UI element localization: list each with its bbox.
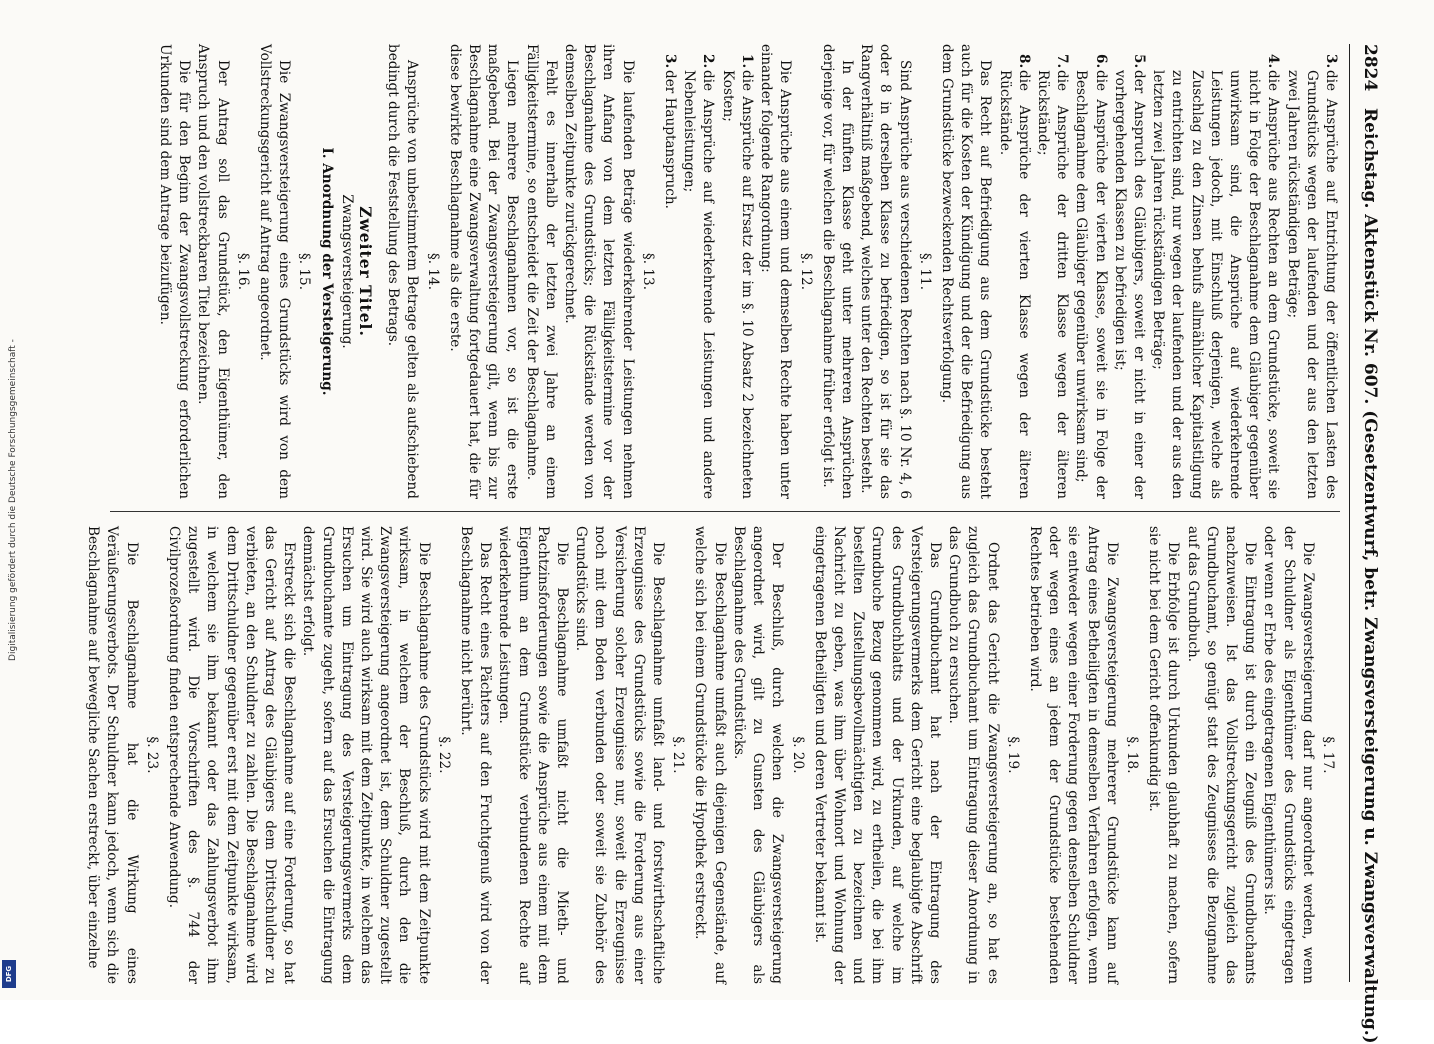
- paragraph: Das Recht auf Befriedigung aus dem Grundstücke besteht auch für die Kosten der Kündigung und der die Befriedigung aus dem Grundstücke bezweckenden Rechtsverfolgung.: [938, 44, 994, 499]
- section-heading: §. 14.: [424, 252, 441, 291]
- dfg-logo: DFG: [2, 960, 16, 988]
- section-heading: §. 23.: [143, 736, 160, 774]
- header-rule: [1349, 44, 1350, 982]
- section-heading: §. 22.: [435, 736, 452, 774]
- section-heading: §. 13.: [639, 252, 656, 291]
- section-heading: §. 12.: [797, 252, 814, 291]
- section-heading: §. 19.: [1004, 736, 1021, 774]
- page-header: [1350, 44, 1380, 1044]
- list-item: 3.der Hauptanspruch.: [662, 54, 679, 209]
- section-heading: §. 16.: [234, 252, 251, 291]
- paragraph: Die Beschlagnahme umfaßt auch diejenigen Gegenstände, auf welche sich bei einem Grundstücke die Hypothek erstreckt.: [692, 526, 728, 984]
- paragraph: Sind Ansprüche aus verschiedenen Rechten nach §. 10 Nr. 4, 6 oder 8 in derselben Klasse zu befriedigen, so ist für sie das Rangverhältniß maßgebend, welches unter den Rechten besteht.: [858, 44, 913, 499]
- paragraph: Das Grundbuchamt hat nach der Eintragung des Versteigerungsvermerks dem Gericht eine beglaubigte Abschrift des Grundbuchblatts und der Urkunden, auf welche im Grundbuche Bezug genommen wird, zu ertheilen, die bei ihm bestellten Zustellungsbevollmächtigten zu bezeichnen und Nachricht zu geben, was ihm über Wohnort und Wohnung der eingetragenen Betheiligten und deren Vertreter bekannt ist.: [811, 526, 943, 984]
- paragraph: Fehlt es innerhalb der letzten zwei Jahre an einem Fälligkeitstermine, so entscheidet die Zeit der Beschlagnahme.: [523, 44, 559, 499]
- title-subheading: Zwangsversteigerung.: [338, 194, 355, 349]
- paragraph: Die Zwangsversteigerung darf nur angeordnet werden, wenn der Schuldner als Eigenthümer des Grundstücks eingetragen oder wenn er Erbe des eingetragenen Eigenthümers ist.: [1261, 526, 1316, 984]
- column-divider: [110, 511, 1340, 512]
- digitization-note: Digitalisierung gefördert durch die Deutsche Forschungsgemeinschaft -: [8, 339, 18, 661]
- section-heading: §. 20.: [789, 736, 806, 774]
- list-item: 8.die Ansprüche der vierten Klasse wegen der älteren Rückstände.: [996, 54, 1032, 499]
- paragraph: Die Beschlagnahme umfaßt land- und forstwirthschaftliche Erzeugnisse des Grundstücks sowie die Forderung aus einer Versicherung solcher Erzeugnisse nur, soweit die Erzeugnisse noch mit dem Boden verbunden oder soweit sie Zubehör des Grundstücks sind.: [573, 526, 667, 984]
- paragraph: Der Antrag soll das Grundstück, den Eigenthümer, den Anspruch und den vollstreckbaren Titel bezeichnen.: [195, 44, 231, 499]
- paragraph: Die Zwangsversteigerung mehrerer Grundstücke kann auf Antrag eines Betheiligten in demselben Verfahren erfolgen, wenn sie entweder wegen einer Forderung gegen denselben Schuldner oder wegen eines an jedem der Grundstücke bestehenden Rechtes betrieben wird.: [1026, 526, 1120, 984]
- paragraph: Die Zwangsversteigerung eines Grundstücks wird von dem Vollstreckungsgericht auf Antrag angeordnet.: [257, 44, 293, 499]
- section-heading: §. 11.: [916, 252, 933, 291]
- list-item: 4.die Ansprüche aus Rechten an dem Grundstücke, soweit sie nicht in Folge der Beschlagnahme dem Gläubiger gegenüber unwirksam sind, die Ansprüche auf wiederkehrende Leistungen jedoch, mit Einschluß derjenigen, welche als Zuschlag zu den Zinsen behufs allmählicher Kapitalstilgung zu entrichten sind, nur wegen der laufenden und der aus den letzten zwei Jahren rückständigen Beträge;: [1150, 54, 1282, 499]
- paragraph: Die für den Beginn der Zwangsvollstreckung erforderlichen Urkunden sind dem Antrage beizufügen.: [157, 44, 193, 499]
- paragraph: Die Beschlagnahme hat die Wirkung eines Veräußerungsverbots. Der Schuldner kann jedoch, wenn sich die Beschlagnahme auf bewegliche Sachen erstreckt, über einzelne: [85, 526, 140, 984]
- paragraph: Die Erbfolge ist durch Urkunden glaubhaft zu machen, sofern sie nicht bei dem Gericht offenkundig ist.: [1146, 526, 1182, 984]
- paragraph: Die Ansprüche aus einem und demselben Rechte haben unter einander folgende Rangordnung:: [758, 44, 794, 499]
- left-column: [80, 44, 1340, 499]
- running-title: Reichstag. Aktenstück Nr. 607. (Gesetzentwurf, betr. Zwangsversteigerung u. Zwangsverwaltung.): [1360, 108, 1380, 1044]
- title-heading: Zweiter Titel.: [356, 206, 376, 337]
- section-heading: §. 17.: [1320, 736, 1336, 774]
- list-item: 2.die Ansprüche auf wiederkehrende Leistungen und andere Nebenleistungen;: [681, 54, 717, 499]
- list-item: 6.die Ansprüche der vierten Klasse, soweit sie in Folge der Beschlagnahme dem Gläubiger gegenüber unwirksam sind;: [1073, 54, 1109, 499]
- list-item: 7.die Ansprüche der dritten Klasse wegen der älteren Rückstände;: [1034, 54, 1071, 499]
- paragraph: Liegen mehrere Beschlagnahmen vor, so ist die erste maßgebend. Bei der Zwangsversteigerung gilt, wenn bis zur Beschlagnahme eine Zwangsverwaltung fortgedauert hat, die für diese bewirkte Beschlagnahme als die erste.: [446, 44, 521, 499]
- page-number: 2824: [1360, 44, 1380, 92]
- paragraph: Die Beschlagnahme des Grundstücks wird mit dem Zeitpunkte wirksam, in welchem der Beschluß, durch den die Zwangsversteigerung angeordnet ist, dem Schuldner zugestellt wird. Sie wird auch wirksam mit dem Zeitpunkte, in welchem das Ersuchen um Eintragung des Versteigerungsvermerks dem Grundbuchamte zugeht, sofern auf das Ersuchen die Eintragung demnächst erfolgt.: [300, 526, 432, 984]
- paragraph: Erstreckt sich die Beschlagnahme auf eine Forderung, so hat das Gericht auf Antrag des Gläubigers dem Drittschuldner zu verbieten, an den Schuldner zu zahlen. Die Beschlagnahme wird dem Drittschuldner gegenüber erst mit dem Zeitpunkte wirksam, in welchem sie ihm bekannt oder das Zahlungsverbot ihm zugestellt wird. Die Vorschriften des §. 744 der Civilprozeßordnung finden entsprechende Anwendung.: [166, 526, 298, 984]
- paragraph: Ansprüche von unbestimmtem Betrage gelten als aufschiebend bedingt durch die Feststellung des Betrags.: [385, 44, 421, 499]
- paragraph: Ordnet das Gericht die Zwangsversteigerung an, so hat es zugleich das Grundbuchamt um Eintragung dieser Anordnung in das Grundbuch zu ersuchen.: [946, 526, 1001, 984]
- list-item: 3.die Ansprüche auf Entrichtung der öffentlichen Lasten des Grundstücks wegen der laufenden und der aus den letzten zwei Jahren rückständigen Beträge;: [1284, 54, 1339, 499]
- paragraph: Das Recht eines Pächters auf den Fruchtgenuß wird von der Beschlagnahme nicht berührt.: [458, 526, 494, 984]
- section-heading: §. 15.: [296, 252, 313, 291]
- paragraph: Die Beschlagnahme umfaßt nicht die Mieth- und Pachtzinsforderungen sowie die Ansprüche aus einem mit dem Eigenthum an dem Grundstücke verbundenen Rechte auf wiederkehrende Leistungen.: [496, 526, 571, 984]
- paragraph: In der fünften Klasse geht unter mehreren Ansprüchen derjenige vor, für welchen die Beschlagnahme früher erfolgt ist.: [819, 44, 855, 499]
- list-item: 5.der Anspruch des Gläubigers, soweit er nicht in einer der vorhergehenden Klassen zu befriedigen ist;: [1111, 54, 1147, 499]
- section-heading: §. 18.: [1123, 736, 1140, 774]
- list-item: 1.die Ansprüche auf Ersatz der im §. 10 Absatz 2 bezeichneten Kosten;: [719, 54, 755, 499]
- rotated-page: [80, 44, 1380, 1044]
- paragraph: Die laufenden Beträge wiederkehrender Leistungen nehmen ihren Anfang von dem letzten Fälligkeitstermine vor der Beschlagnahme des Grundstücks; die Rückstände werden von demselben Zeitpunkte zurückgerechnet.: [562, 44, 636, 499]
- right-column: [80, 526, 1340, 984]
- paragraph: Der Beschluß, durch welchen die Zwangsversteigerung angeordnet wird, gilt zu Gunsten des Gläubigers als Beschlagnahme des Grundstücks.: [730, 526, 786, 984]
- section-heading: §. 21.: [670, 736, 687, 774]
- subsection-heading: I. Anordnung der Versteigerung.: [318, 147, 335, 396]
- paragraph: Die Eintragung ist durch ein Zeugniß des Grundbuchamts nachzuweisen. Ist das Vollstreckungsgericht zugleich das Grundbuchamt, so genügt statt des Zeugnisses die Bezugnahme auf das Grundbuch.: [1184, 526, 1259, 984]
